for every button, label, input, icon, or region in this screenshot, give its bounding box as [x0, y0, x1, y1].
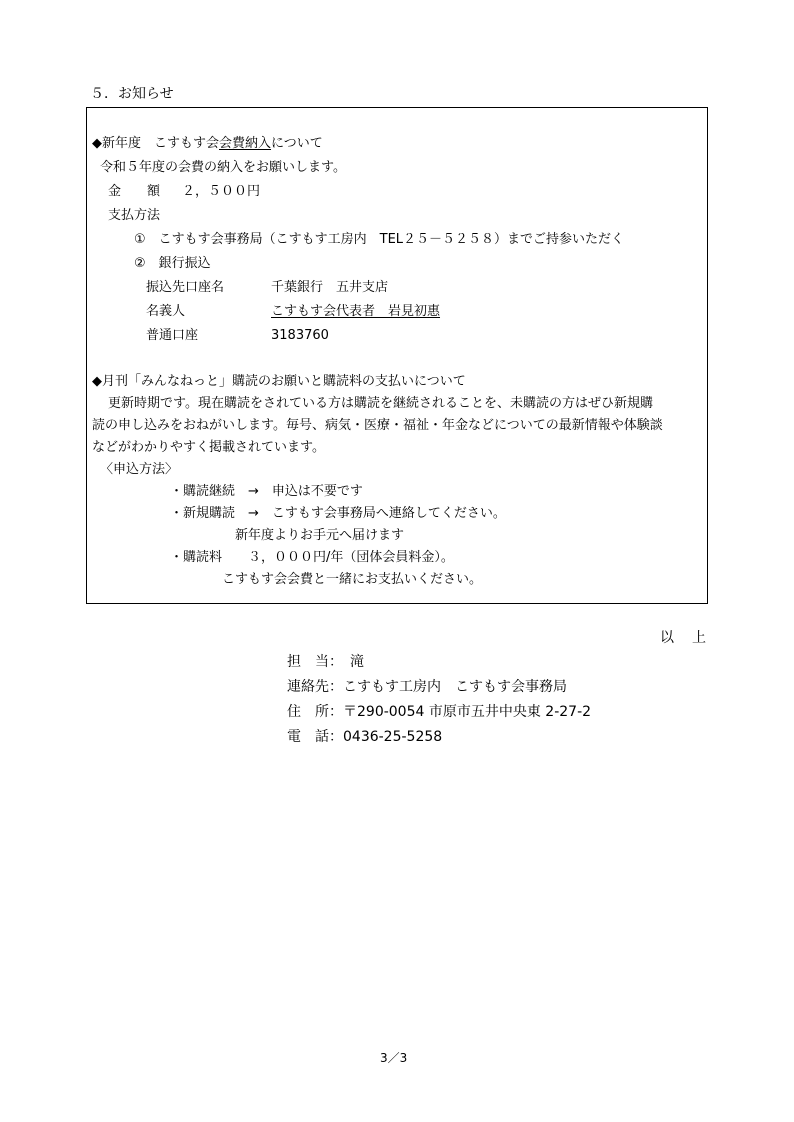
fee-request: 令和５年度の会費の納入をお願いします。	[100, 160, 346, 175]
contact-phone: 電 話：0436-25-5258	[287, 729, 443, 745]
magazine-heading: ◆月刊「みんなねっと」購読のお願いと購読料の支払いについて	[92, 374, 466, 389]
holder-value: こすもす会代表者 岩見初惠	[271, 304, 441, 319]
fee-heading-prefix: ◆新年度 こすもす会	[92, 136, 219, 151]
apply-item-continue: ・購読継続 → 申込は不要です	[170, 484, 363, 499]
magazine-para-line1: 更新時期です。現在購読をされている方は購読を継続されることを、未購読の方はぜひ新規購	[108, 396, 653, 411]
account-label: 普通口座	[146, 328, 199, 343]
holder-label: 名義人	[146, 304, 186, 319]
apply-item-fee-note: こすもす会会費と一緒にお支払いください。	[222, 572, 483, 587]
bank-label: 振込先口座名	[146, 280, 225, 295]
magazine-para-line3: などがわかりやすく掲載されています。	[92, 440, 325, 455]
fee-amount-label: 金 額	[108, 184, 161, 199]
fee-heading	[92, 136, 323, 152]
payment-method-label: 支払方法	[108, 208, 161, 223]
contact-address: 住 所：〒290-0054 市原市五井中央東 2-27-2	[287, 704, 592, 720]
fee-heading-underlined: 会費納入	[219, 136, 272, 151]
apply-item-new-note: 新年度よりお手元へ届けます	[235, 528, 405, 543]
fee-heading-suffix: について	[271, 136, 323, 151]
payment-method-1: ① こすもす会事務局（こすもす工房内 TEL２５－５２５８）までご持参いただく	[134, 232, 625, 247]
apply-item-new: ・新規購読 → こすもす会事務局へ連絡してください。	[170, 506, 506, 521]
section-title: ５．お知らせ	[90, 86, 174, 102]
bank-value: 千葉銀行 五井支店	[271, 280, 389, 295]
page-number: 3／3	[380, 1051, 408, 1065]
contact-office: 連絡先：こすもす工房内 こすもす会事務局	[287, 679, 567, 695]
apply-method-label: 〈申込方法〉	[100, 462, 179, 477]
fee-amount-value: ２，５００円	[182, 184, 261, 199]
magazine-para-line2: 読の申し込みをおねがいします。毎号、病気・医療・福祉・年金などについての最新情報や体験談	[92, 418, 663, 433]
payment-method-2: ② 銀行振込	[134, 256, 211, 271]
account-value: 3183760	[271, 328, 329, 343]
contact-person: 担 当： 滝	[287, 654, 364, 670]
apply-item-fee: ・購読料 ３，０００円/年（団体会員料金）。	[170, 550, 454, 565]
closing-remark: 以 上	[660, 630, 708, 646]
